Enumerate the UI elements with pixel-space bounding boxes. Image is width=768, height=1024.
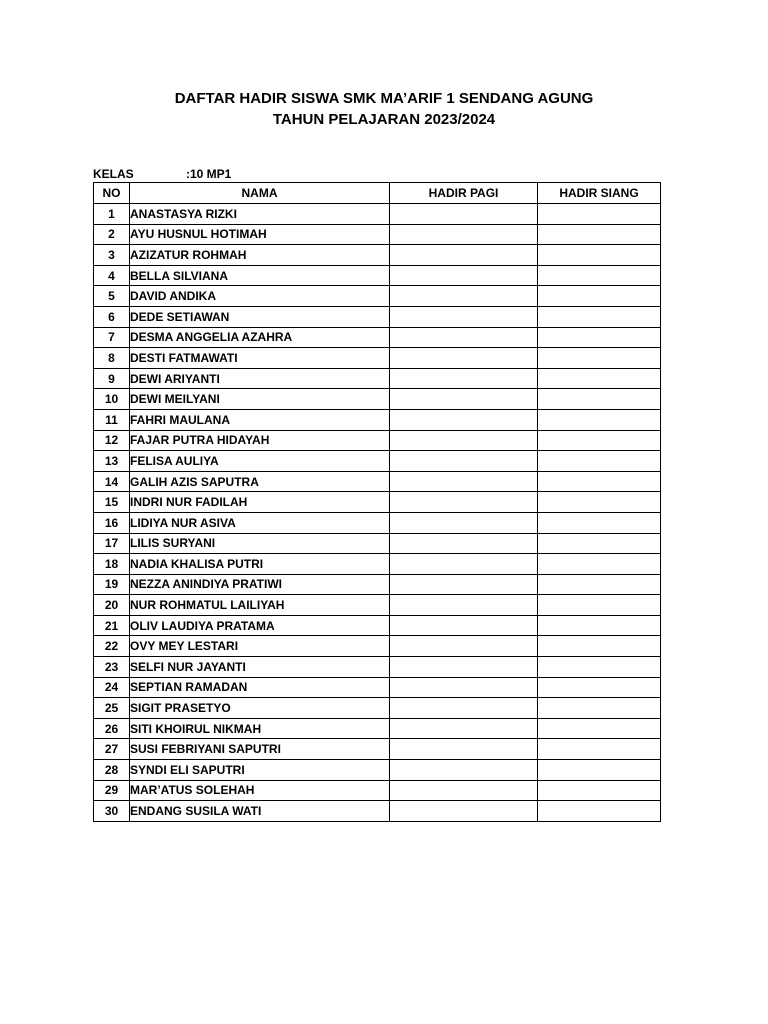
row-number: 16: [94, 512, 130, 533]
morning-attendance-cell[interactable]: [390, 718, 538, 739]
morning-attendance-cell[interactable]: [390, 389, 538, 410]
page-subtitle: TAHUN PELAJARAN 2023/2024: [272, 111, 496, 128]
student-name: ENDANG SUSILA WATI: [130, 801, 390, 822]
morning-attendance-cell[interactable]: [390, 574, 538, 595]
afternoon-attendance-cell[interactable]: [538, 492, 661, 513]
table-row: [94, 368, 661, 389]
morning-attendance-cell[interactable]: [390, 657, 538, 678]
row-number: 10: [94, 389, 130, 410]
student-name: DESMA ANGGELIA AZAHRA: [130, 327, 390, 348]
student-name: MAR’ATUS SOLEHAH: [130, 780, 390, 801]
row-number: 11: [94, 409, 130, 430]
afternoon-attendance-cell[interactable]: [538, 615, 661, 636]
table-row: [94, 760, 661, 781]
morning-attendance-cell[interactable]: [390, 512, 538, 533]
morning-attendance-cell[interactable]: [390, 224, 538, 245]
afternoon-attendance-cell[interactable]: [538, 286, 661, 307]
header-afternoon-attendance: HADIR SIANG: [538, 183, 661, 204]
student-name: GALIH AZIS SAPUTRA: [130, 471, 390, 492]
afternoon-attendance-cell[interactable]: [538, 698, 661, 719]
table-row: [94, 451, 661, 472]
row-number: 6: [94, 306, 130, 327]
table-row: [94, 677, 661, 698]
morning-attendance-cell[interactable]: [390, 780, 538, 801]
row-number: 27: [94, 739, 130, 760]
afternoon-attendance-cell[interactable]: [538, 348, 661, 369]
student-name: INDRI NUR FADILAH: [130, 492, 390, 513]
row-number: 28: [94, 760, 130, 781]
afternoon-attendance-cell[interactable]: [538, 245, 661, 266]
morning-attendance-cell[interactable]: [390, 409, 538, 430]
afternoon-attendance-cell[interactable]: [538, 677, 661, 698]
table-row: [94, 595, 661, 616]
row-number: 18: [94, 554, 130, 575]
student-name: SELFI NUR JAYANTI: [130, 657, 390, 678]
row-number: 19: [94, 574, 130, 595]
table-row: [94, 327, 661, 348]
afternoon-attendance-cell[interactable]: [538, 739, 661, 760]
row-number: 8: [94, 348, 130, 369]
student-name: AZIZATUR ROHMAH: [130, 245, 390, 266]
morning-attendance-cell[interactable]: [390, 204, 538, 225]
table-row: [94, 471, 661, 492]
morning-attendance-cell[interactable]: [390, 677, 538, 698]
table-row: [94, 348, 661, 369]
attendance-table: [93, 182, 661, 822]
morning-attendance-cell[interactable]: [390, 451, 538, 472]
row-number: 17: [94, 533, 130, 554]
morning-attendance-cell[interactable]: [390, 327, 538, 348]
table-row: [94, 512, 661, 533]
header-no: NO: [94, 183, 130, 204]
afternoon-attendance-cell[interactable]: [538, 471, 661, 492]
afternoon-attendance-cell[interactable]: [538, 780, 661, 801]
afternoon-attendance-cell[interactable]: [538, 636, 661, 657]
student-name: OLIV LAUDIYA PRATAMA: [130, 615, 390, 636]
student-name: SYNDI ELI SAPUTRI: [130, 760, 390, 781]
student-name: AYU HUSNUL HOTIMAH: [130, 224, 390, 245]
class-label: KELAS: [93, 167, 134, 181]
afternoon-attendance-cell[interactable]: [538, 389, 661, 410]
table-row: [94, 286, 661, 307]
row-number: 23: [94, 657, 130, 678]
table-header-row: [94, 183, 661, 204]
morning-attendance-cell[interactable]: [390, 492, 538, 513]
table-row: [94, 492, 661, 513]
student-name: DEWI MEILYANI: [130, 389, 390, 410]
table-row: [94, 204, 661, 225]
afternoon-attendance-cell[interactable]: [538, 306, 661, 327]
row-number: 9: [94, 368, 130, 389]
student-name: OVY MEY LESTARI: [130, 636, 390, 657]
student-name: SEPTIAN RAMADAN: [130, 677, 390, 698]
student-name: FAHRI MAULANA: [130, 409, 390, 430]
table-row: [94, 636, 661, 657]
morning-attendance-cell[interactable]: [390, 739, 538, 760]
row-number: 21: [94, 615, 130, 636]
student-name: LIDIYA NUR ASIVA: [130, 512, 390, 533]
morning-attendance-cell[interactable]: [390, 286, 538, 307]
afternoon-attendance-cell[interactable]: [538, 657, 661, 678]
morning-attendance-cell[interactable]: [390, 801, 538, 822]
afternoon-attendance-cell[interactable]: [538, 574, 661, 595]
table-row: [94, 801, 661, 822]
afternoon-attendance-cell[interactable]: [538, 430, 661, 451]
afternoon-attendance-cell[interactable]: [538, 512, 661, 533]
morning-attendance-cell[interactable]: [390, 554, 538, 575]
morning-attendance-cell[interactable]: [390, 615, 538, 636]
afternoon-attendance-cell[interactable]: [538, 554, 661, 575]
row-number: 26: [94, 718, 130, 739]
row-number: 12: [94, 430, 130, 451]
student-name: DESTI FATMAWATI: [130, 348, 390, 369]
student-name: SUSI FEBRIYANI SAPUTRI: [130, 739, 390, 760]
morning-attendance-cell[interactable]: [390, 595, 538, 616]
page-title: DAFTAR HADIR SISWA SMK MA’ARIF 1 SENDANG AGUNG: [174, 90, 594, 107]
table-row: [94, 409, 661, 430]
morning-attendance-cell[interactable]: [390, 306, 538, 327]
afternoon-attendance-cell[interactable]: [538, 204, 661, 225]
row-number: 2: [94, 224, 130, 245]
row-number: 25: [94, 698, 130, 719]
afternoon-attendance-cell[interactable]: [538, 595, 661, 616]
afternoon-attendance-cell[interactable]: [538, 224, 661, 245]
student-name: FELISA AULIYA: [130, 451, 390, 472]
morning-attendance-cell[interactable]: [390, 348, 538, 369]
student-name: BELLA SILVIANA: [130, 265, 390, 286]
row-number: 14: [94, 471, 130, 492]
afternoon-attendance-cell[interactable]: [538, 327, 661, 348]
student-name: SITI KHOIRUL NIKMAH: [130, 718, 390, 739]
afternoon-attendance-cell[interactable]: [538, 801, 661, 822]
header-morning-attendance: HADIR PAGI: [390, 183, 538, 204]
row-number: 30: [94, 801, 130, 822]
row-number: 7: [94, 327, 130, 348]
class-value: :10 MP1: [186, 167, 232, 181]
row-number: 1: [94, 204, 130, 225]
table-row: [94, 698, 661, 719]
morning-attendance-cell[interactable]: [390, 245, 538, 266]
afternoon-attendance-cell[interactable]: [538, 718, 661, 739]
row-number: 4: [94, 265, 130, 286]
student-name: DAVID ANDIKA: [130, 286, 390, 307]
table-row: [94, 533, 661, 554]
afternoon-attendance-cell[interactable]: [538, 533, 661, 554]
table-row: [94, 739, 661, 760]
student-name: LILIS SURYANI: [130, 533, 390, 554]
student-name: FAJAR PUTRA HIDAYAH: [130, 430, 390, 451]
morning-attendance-cell[interactable]: [390, 533, 538, 554]
afternoon-attendance-cell[interactable]: [538, 265, 661, 286]
table-row: [94, 554, 661, 575]
row-number: 3: [94, 245, 130, 266]
afternoon-attendance-cell[interactable]: [538, 368, 661, 389]
table-row: [94, 657, 661, 678]
afternoon-attendance-cell[interactable]: [538, 451, 661, 472]
morning-attendance-cell[interactable]: [390, 760, 538, 781]
morning-attendance-cell[interactable]: [390, 636, 538, 657]
student-name: DEWI ARIYANTI: [130, 368, 390, 389]
attendance-body: [94, 204, 661, 822]
table-row: [94, 389, 661, 410]
morning-attendance-cell[interactable]: [390, 368, 538, 389]
morning-attendance-cell[interactable]: [390, 698, 538, 719]
table-row: [94, 615, 661, 636]
student-name: NUR ROHMATUL LAILIYAH: [130, 595, 390, 616]
row-number: 13: [94, 451, 130, 472]
table-row: [94, 224, 661, 245]
table-row: [94, 265, 661, 286]
header-name: NAMA: [130, 183, 390, 204]
table-row: [94, 574, 661, 595]
row-number: 15: [94, 492, 130, 513]
afternoon-attendance-cell[interactable]: [538, 760, 661, 781]
table-row: [94, 245, 661, 266]
table-row: [94, 430, 661, 451]
table-row: [94, 780, 661, 801]
row-number: 5: [94, 286, 130, 307]
student-name: DEDE SETIAWAN: [130, 306, 390, 327]
student-name: SIGIT PRASETYO: [130, 698, 390, 719]
table-row: [94, 306, 661, 327]
student-name: NEZZA ANINDIYA PRATIWI: [130, 574, 390, 595]
row-number: 29: [94, 780, 130, 801]
student-name: NADIA KHALISA PUTRI: [130, 554, 390, 575]
morning-attendance-cell[interactable]: [390, 430, 538, 451]
row-number: 20: [94, 595, 130, 616]
table-row: [94, 718, 661, 739]
morning-attendance-cell[interactable]: [390, 471, 538, 492]
morning-attendance-cell[interactable]: [390, 265, 538, 286]
afternoon-attendance-cell[interactable]: [538, 409, 661, 430]
row-number: 24: [94, 677, 130, 698]
row-number: 22: [94, 636, 130, 657]
student-name: ANASTASYA RIZKI: [130, 204, 390, 225]
